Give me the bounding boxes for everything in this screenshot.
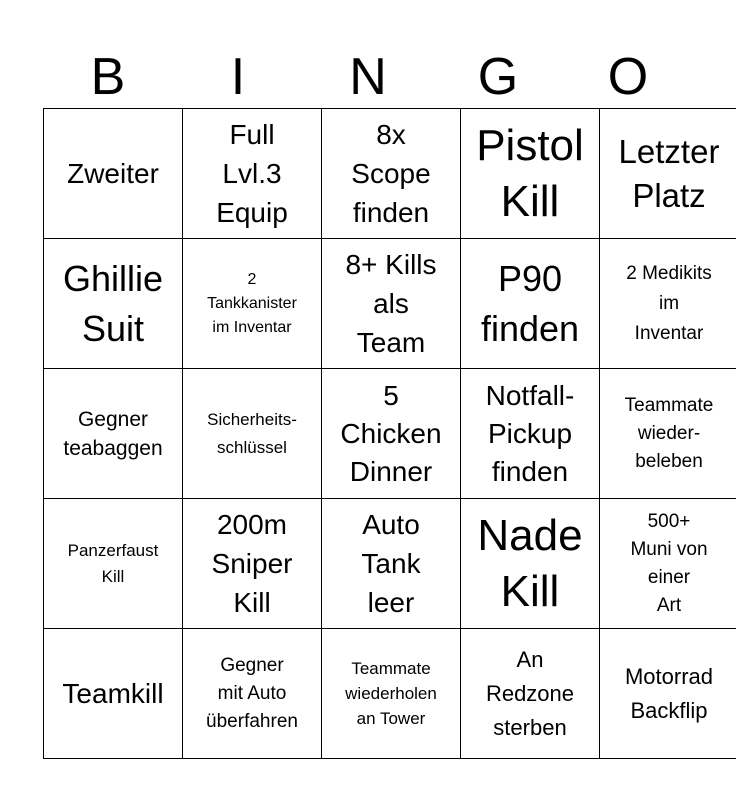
bingo-cell: Pistol Kill <box>461 109 600 239</box>
bingo-cell: Sicherheits- schlüssel <box>183 369 322 499</box>
bingo-cell: P90 finden <box>461 239 600 369</box>
bingo-cell: Notfall- Pickup finden <box>461 369 600 499</box>
bingo-cell: Teammate wieder- beleben <box>600 369 736 499</box>
bingo-cell: Gegner mit Auto überfahren <box>183 629 322 759</box>
header-letter-b: B <box>90 48 126 106</box>
header-letter-o: O <box>607 48 649 106</box>
bingo-cell: Gegner teabaggen <box>44 369 183 499</box>
bingo-cell: 8x Scope finden <box>322 109 461 239</box>
bingo-cell: An Redzone sterben <box>461 629 600 759</box>
bingo-cell: Panzerfaust Kill <box>44 499 183 629</box>
bingo-cell: Auto Tank leer <box>322 499 461 629</box>
header-letter-i: I <box>230 48 246 106</box>
bingo-row-3 <box>44 369 736 499</box>
bingo-cell: 2 Medikits im Inventar <box>600 239 736 369</box>
bingo-cell: 2 Tankkanister im Inventar <box>183 239 322 369</box>
bingo-row-2 <box>44 239 736 369</box>
bingo-cell: Teammate wiederholen an Tower <box>322 629 461 759</box>
bingo-row-5 <box>44 629 736 759</box>
header-letter-n: N <box>349 48 387 106</box>
bingo-row-1 <box>44 109 736 239</box>
bingo-cell: Full Lvl.3 Equip <box>183 109 322 239</box>
bingo-row-4 <box>44 499 736 629</box>
bingo-cell: 200m Sniper Kill <box>183 499 322 629</box>
bingo-cell: Ghillie Suit <box>44 239 183 369</box>
bingo-cell: Motorrad Backflip <box>600 629 736 759</box>
bingo-header <box>43 46 693 108</box>
bingo-cell: 8+ Kills als Team <box>322 239 461 369</box>
bingo-cell: Zweiter <box>44 109 183 239</box>
bingo-cell: Teamkill <box>44 629 183 759</box>
bingo-cell: 500+ Muni von einer Art <box>600 499 736 629</box>
bingo-grid <box>43 108 736 759</box>
bingo-cell: Letzter Platz <box>600 109 736 239</box>
header-letter-g: G <box>477 48 519 106</box>
bingo-cell: 5 Chicken Dinner <box>322 369 461 499</box>
bingo-cell: Nade Kill <box>461 499 600 629</box>
